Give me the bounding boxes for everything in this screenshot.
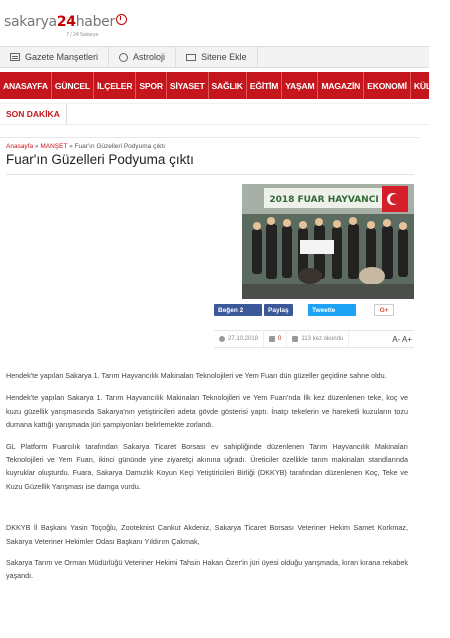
comment-icon [269, 336, 275, 342]
util-astroloji[interactable] [109, 47, 176, 67]
header-logo-bar [0, 0, 429, 46]
article-container [0, 137, 420, 638]
title-divider [6, 174, 414, 175]
clock-icon [219, 336, 225, 342]
util-sitene-ekle[interactable] [176, 47, 258, 67]
article-date [214, 331, 264, 347]
nav-item-saglik[interactable]: SAĞLIK [209, 72, 247, 99]
article-paragraph: GL Platform Fuarcılık tarafından Sakarya Ticaret Borsası ev sahipliğinde düzenlenen Tarım Hayvancılık Makinaları Teknolojileri ve Yem Fuarı, ikinci gününde yine ziyaretçi akınına uğradı. Üreticiler özellikle tarım makinaları standlarında kuyruklar oluşturdu. Fuara, Sakarya Damızlık Koyun Keçi Yetiştiricileri Birliği (DKKYB) tarafından düzenlenen Koç, Teke ve Kuzu Güzellik Yarışması ise damga vurdu. [6, 441, 408, 491]
logo-text-left: sakarya [4, 14, 57, 30]
page-title: Fuar'ın Güzelleri Podyuma çıktı [6, 152, 194, 167]
breaking-news-bar [0, 103, 429, 125]
logo-text-right: haber [75, 14, 115, 30]
nav-item-siyaset[interactable]: SİYASET [167, 72, 209, 99]
site-logo[interactable] [4, 14, 127, 38]
article-paragraph: Sakarya Tarım ve Orman Müdürlüğü Veteriner Hekimi Tahsin Hakan Özer'in jüri üyesi olduğu yarışmada, kıran kırana rekabek yaşandı. [6, 558, 408, 581]
screen-icon [186, 54, 196, 61]
font-size-controls[interactable]: A- A+ [392, 334, 412, 344]
breadcrumb-sep: » [67, 143, 75, 150]
logo-text-num: 24 [56, 14, 76, 30]
nav-item-kultur[interactable]: KÜLTÜR [413, 80, 448, 91]
main-nav [0, 72, 448, 99]
article-date-text: 27.10.2018 [228, 336, 259, 342]
facebook-like-label: Beğen 2 [218, 306, 244, 314]
logo-tagline: 7 / 24 Sakarya [66, 32, 98, 38]
google-plus-button[interactable] [374, 304, 394, 316]
nav-item-anasayfa[interactable]: ANASAYFA [0, 72, 52, 99]
nav-item-egitim[interactable]: EĞİTİM [247, 72, 282, 99]
breadcrumb-section[interactable]: MANŞET [40, 143, 68, 150]
breadcrumb-sep: » [33, 143, 41, 150]
facebook-share-button[interactable] [264, 304, 293, 316]
newspaper-icon [10, 53, 20, 61]
nav-item-ekonomi[interactable]: EKONOMİ [364, 72, 411, 99]
astrology-icon [119, 53, 128, 62]
util-label: Gazete Manşetleri [25, 52, 99, 62]
nav-item-spor[interactable]: SPOR [136, 72, 167, 99]
util-label: Sitene Ekle [201, 52, 247, 62]
twitter-share-button[interactable] [308, 304, 356, 316]
article-paragraph: Hendek'te yapılan Sakarya 1. Tarım Hayvancılık Makinaları Teknolojileri ve Yem Fuarı dün güzeller geçidine sahne oldu. [6, 371, 387, 380]
nav-item-ilceler[interactable]: İLÇELER [94, 72, 136, 99]
nav-item-magazin[interactable]: MAGAZİN [318, 72, 364, 99]
twitter-share-label: Tweetle [312, 306, 336, 314]
view-count: 113 kez okundu [301, 336, 344, 342]
nav-item-yasam[interactable]: YAŞAM [282, 72, 318, 99]
clock-icon [116, 14, 127, 25]
google-plus-label: G+ [379, 306, 389, 314]
article-meta-bar [214, 330, 414, 348]
breadcrumb [6, 143, 165, 150]
facebook-share-label: Paylaş [268, 306, 289, 314]
comment-count: 0 [278, 336, 282, 342]
article-views [287, 331, 349, 347]
nav-item-guncel[interactable]: GÜNCEL [52, 72, 94, 99]
breadcrumb-home[interactable]: Anasayfa [6, 143, 34, 150]
article-comments[interactable] [264, 331, 287, 347]
article-paragraph: DKKYB İl Başkanı Yasin Toçoğlu, Zooteknist Cankut Akdeniz, Sakarya Ticaret Borsası Veteriner Hekim Samet Korkmaz, Sakarya Veteriner Hekimler Odası Başkanı Yıldırım Çakmak, [6, 523, 408, 546]
breadcrumb-current: Fuar'ın Güzelleri Podyuma çıktı [74, 143, 166, 150]
utility-bar [0, 46, 429, 68]
util-label: Astroloji [133, 52, 166, 62]
breaking-news-label: SON DAKİKA [0, 104, 67, 124]
photo-banner-text: 2018 FUAR HAYVANCI [269, 195, 379, 205]
article-body [6, 369, 408, 591]
article-photo[interactable] [242, 184, 414, 299]
util-gazete-mansetleri[interactable] [0, 47, 109, 67]
facebook-like-button[interactable] [214, 304, 262, 316]
chart-icon [292, 336, 298, 342]
article-paragraph: Hendek'te yapılan Sakarya 1. Tarım Hayvancılık Makinaları Teknolojileri ve Yem Fuarı'nda İlk kez düzenlenen teke, koç ve kuzu güzellik yarışmasında Sakarya'nın yetiştiricileri adeta gövde gösterisi yaptı. İnatçı tekelerin ve hareketli kuzuların tozu dumana kattığı yarışmada jüri şampiyonları belirlemekte zorlandı. [6, 393, 408, 430]
